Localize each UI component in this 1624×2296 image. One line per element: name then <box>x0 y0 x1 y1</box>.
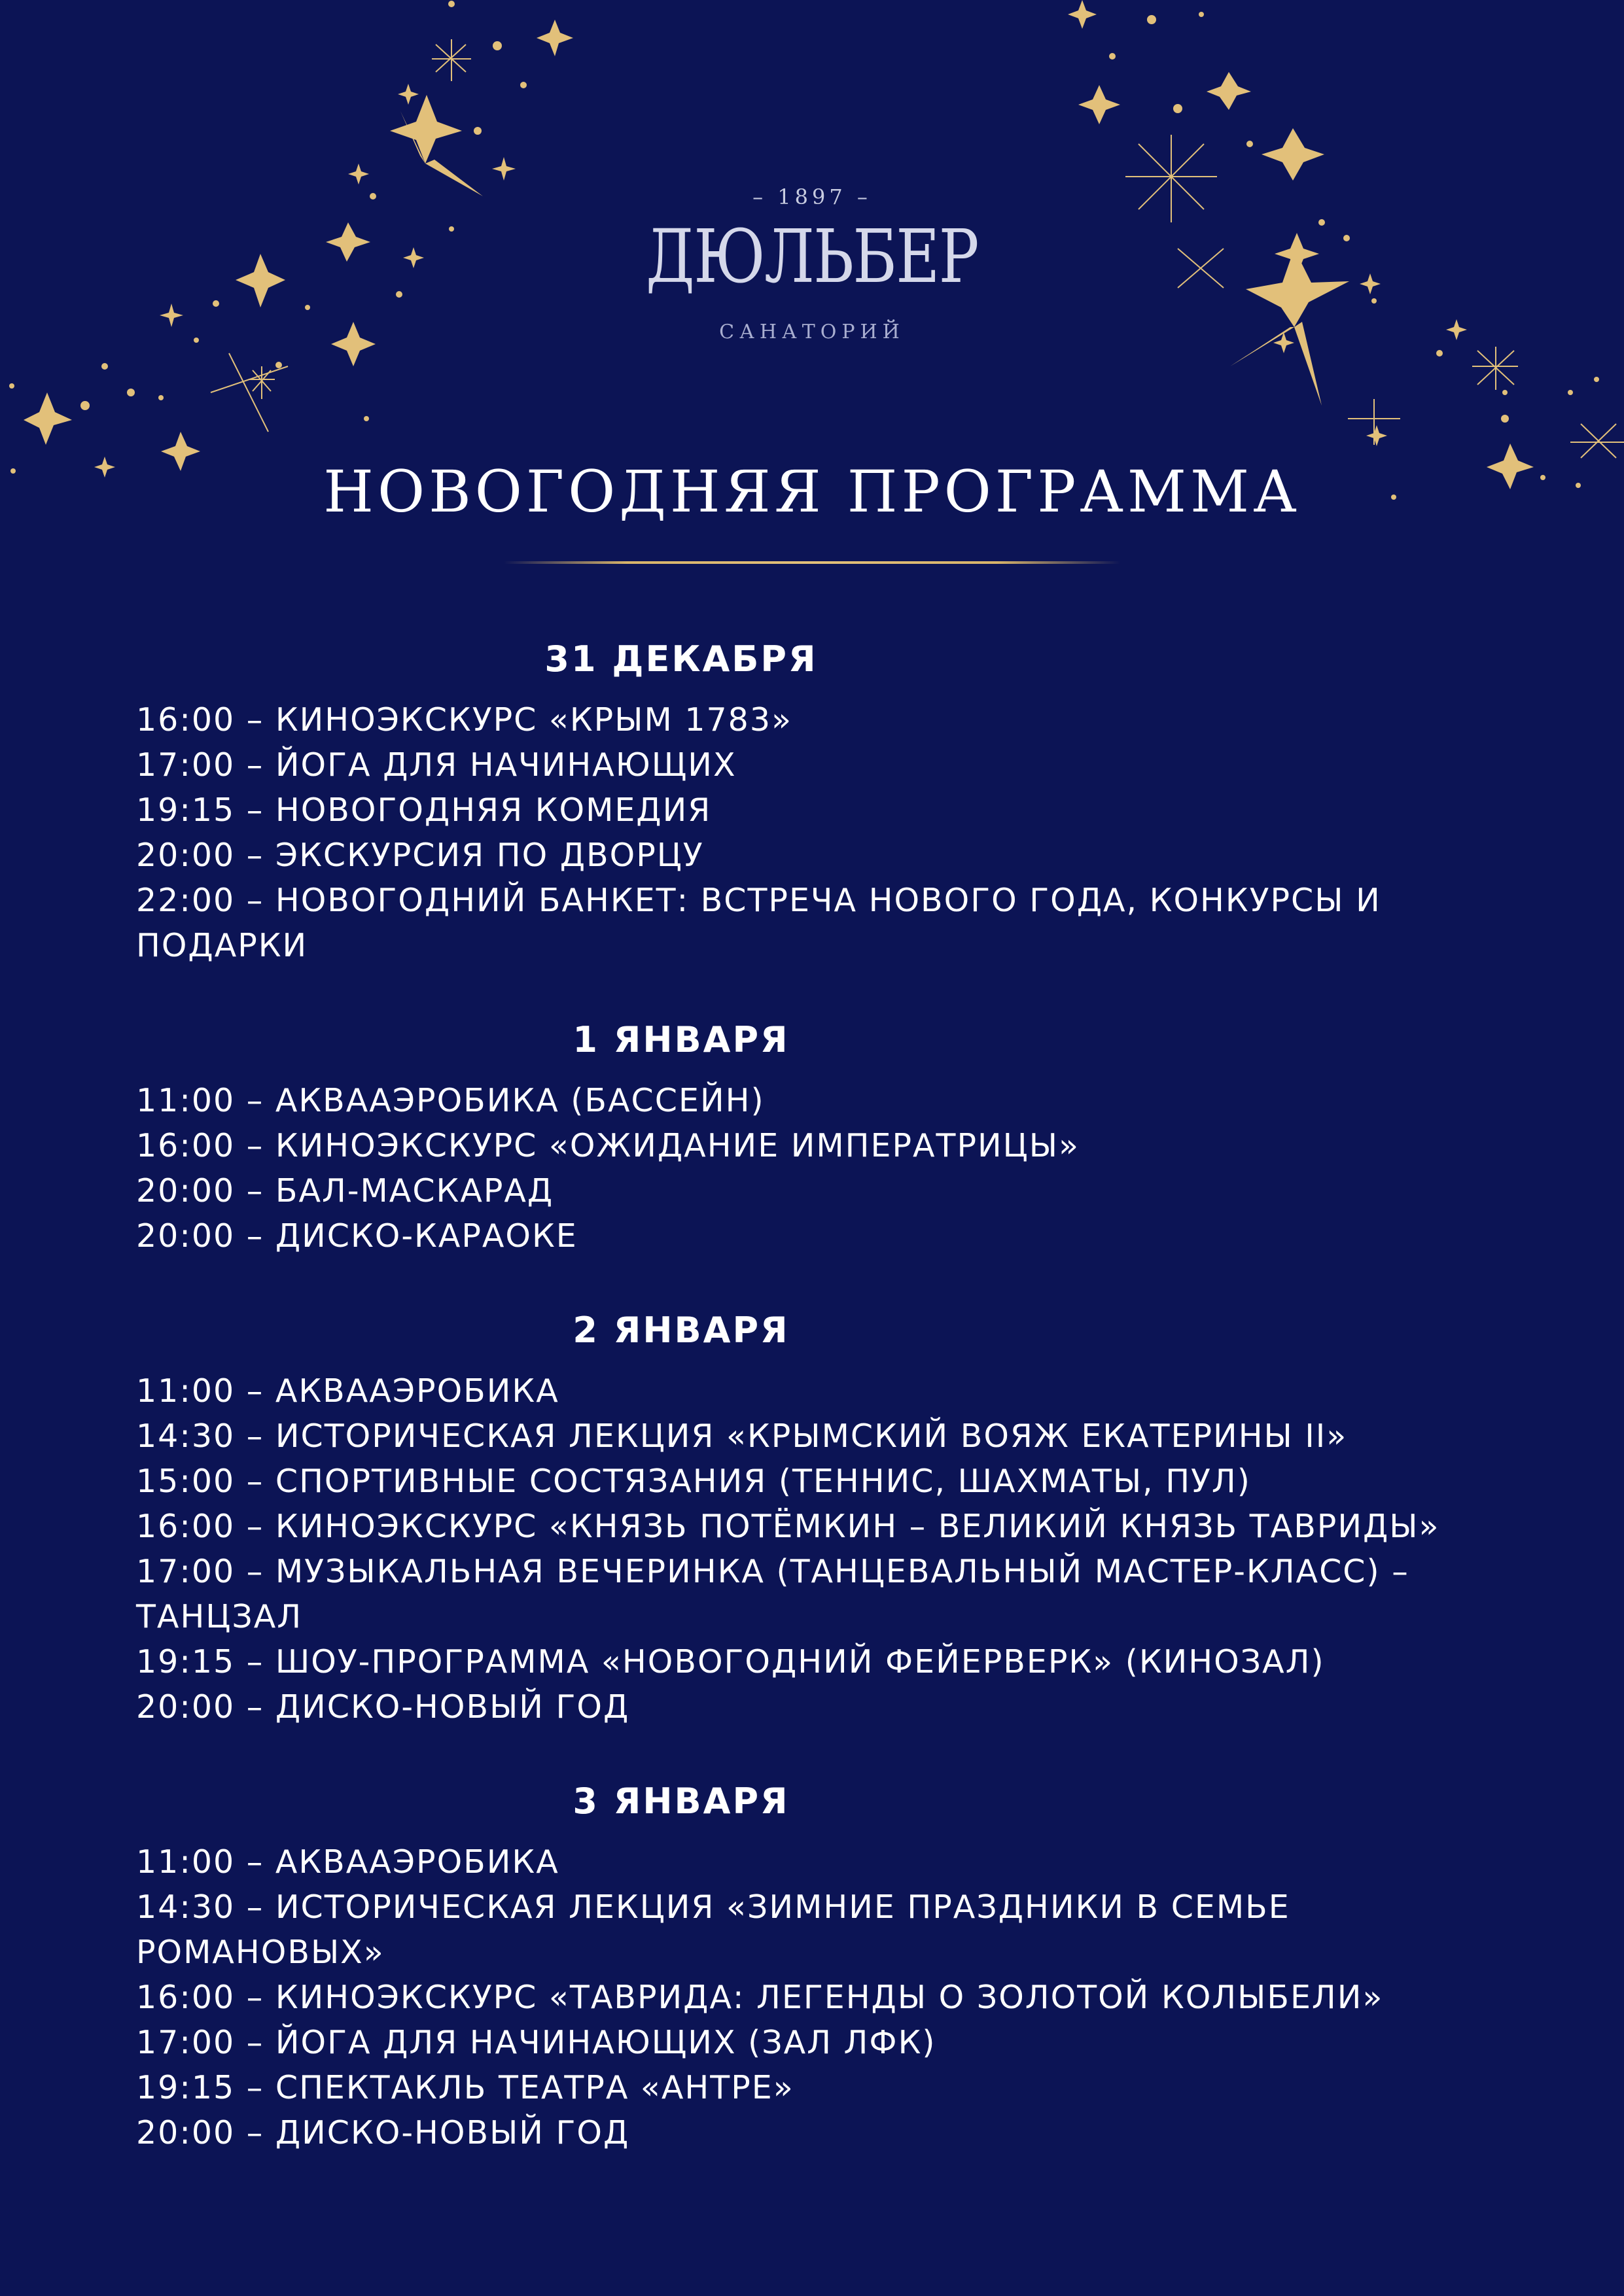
event-item: 14:30 – ИСТОРИЧЕСКАЯ ЛЕКЦИЯ «ЗИМНИЕ ПРАЗДНИКИ В СЕМЬЕ РОМАНОВЫХ» <box>136 1888 1290 1971</box>
event-item: 20:00 – ДИСКО-НОВЫЙ ГОД <box>136 1688 630 1726</box>
day-heading: 1 ЯНВАРЯ <box>573 1019 790 1060</box>
event-item: 17:00 – ЙОГА ДЛЯ НАЧИНАЮЩИХ <box>136 746 737 784</box>
star-icon <box>1078 85 1120 124</box>
event-item: 20:00 – БАЛ-МАСКАРАД <box>136 1172 554 1209</box>
event-item: 19:15 – ШОУ-ПРОГРАММА «НОВОГОДНИЙ ФЕЙЕРВЕРК» (КИНОЗАЛ) <box>136 1643 1325 1680</box>
event-item: 11:00 – АКВААЭРОБИКА <box>136 1843 559 1881</box>
starburst-icon <box>1348 399 1400 445</box>
event-item: 17:00 – МУЗЫКАЛЬНАЯ ВЕЧЕРИНКА (ТАНЦЕВАЛЬНЫЙ МАСТЕР-КЛАСС) – ТАНЦЗАЛ <box>136 1553 1409 1635</box>
event-item: 17:00 – ЙОГА ДЛЯ НАЧИНАЮЩИХ (ЗАЛ ЛФК) <box>136 2024 936 2061</box>
day-heading: 31 ДЕКАБРЯ <box>544 638 818 680</box>
brand-name: ДЮЛЬБЕР <box>646 215 978 300</box>
star-icon <box>537 20 573 56</box>
sparkle-icon <box>348 164 369 184</box>
day-section <box>136 1014 1510 1259</box>
day-section <box>136 1775 1510 2155</box>
day-section <box>136 1304 1510 1730</box>
brand-year: – 1897 – <box>752 184 872 209</box>
star-icon <box>24 392 72 445</box>
star-icon <box>1207 72 1251 110</box>
sparkle-icon <box>398 84 419 105</box>
event-item: 16:00 – КИНОЭКСКУРС «КНЯЗЬ ПОТЁМКИН – ВЕЛИКИЙ КНЯЗЬ ТАВРИДЫ» <box>136 1508 1440 1545</box>
starburst-icon <box>1570 424 1624 458</box>
starburst-icon <box>1472 347 1518 390</box>
gold-divider <box>504 561 1120 564</box>
event-item: 14:30 – ИСТОРИЧЕСКАЯ ЛЕКЦИЯ «КРЫМСКИЙ ВОЯЖ ЕКАТЕРИНЫ II» <box>136 1418 1348 1455</box>
event-item: 11:00 – АКВААЭРОБИКА (БАССЕЙН) <box>136 1082 765 1119</box>
day-section <box>136 633 1510 968</box>
starburst-icon <box>249 366 275 399</box>
star-icon <box>390 95 462 164</box>
day-heading: 3 ЯНВАРЯ <box>573 1781 790 1822</box>
event-item: 16:00 – КИНОЭКСКУРС «КРЫМ 1783» <box>136 701 793 739</box>
page-title: НОВОГОДНЯЯ ПРОГРАММА <box>323 458 1301 525</box>
event-item: 16:00 – КИНОЭКСКУРС «ОЖИДАНИЕ ИМПЕРАТРИЦЫ» <box>136 1127 1080 1164</box>
event-item: 20:00 – ДИСКО-КАРАОКЕ <box>136 1217 578 1255</box>
star-icon <box>1068 0 1097 29</box>
star-icon <box>1262 128 1324 181</box>
schedule <box>136 633 1510 2201</box>
brand-logo <box>0 184 1624 343</box>
sparkle-icon <box>1366 425 1387 446</box>
event-item: 16:00 – КИНОЭКСКУРС «ТАВРИДА: ЛЕГЕНДЫ О ЗОЛОТОЙ КОЛЫБЕЛИ» <box>136 1979 1384 2016</box>
starburst-icon <box>432 39 471 81</box>
event-item: 20:00 – ДИСКО-НОВЫЙ ГОД <box>136 2114 630 2151</box>
day-heading: 2 ЯНВАРЯ <box>573 1310 790 1351</box>
sparkle-icon <box>492 157 516 181</box>
event-item: 11:00 – АКВААЭРОБИКА <box>136 1372 559 1410</box>
event-item: 19:15 – НОВОГОДНЯЯ КОМЕДИЯ <box>136 791 712 829</box>
brand-subtitle: САНАТОРИЙ <box>719 321 905 343</box>
event-item: 20:00 – ЭКСКУРСИЯ ПО ДВОРЦУ <box>136 837 704 874</box>
event-item: 15:00 – СПОРТИВНЫЕ СОСТЯЗАНИЯ (ТЕННИС, ШАХМАТЫ, ПУЛ) <box>136 1463 1251 1500</box>
event-item: 22:00 – НОВОГОДНИЙ БАНКЕТ: ВСТРЕЧА НОВОГО ГОДА, КОНКУРСЫ И ПОДАРКИ <box>136 882 1381 964</box>
event-item: 19:15 – СПЕКТАКЛЬ ТЕАТРА «АНТРЕ» <box>136 2069 794 2106</box>
